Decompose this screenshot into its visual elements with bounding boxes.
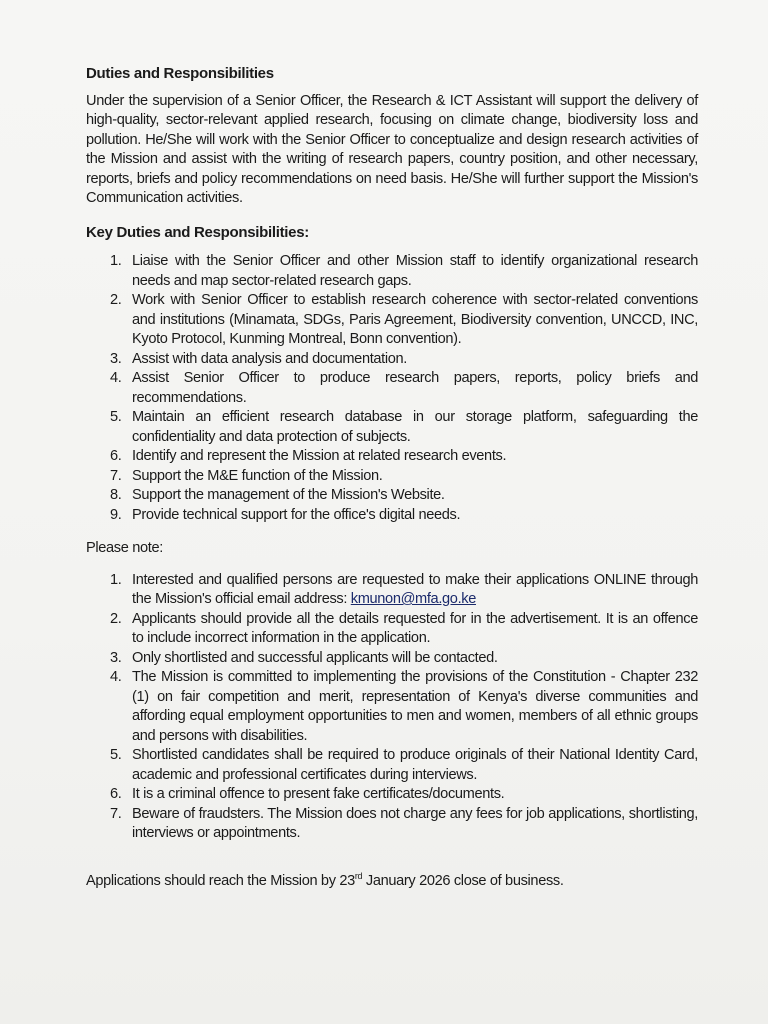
item-number: 6.	[110, 448, 122, 464]
item-number: 4.	[110, 370, 122, 386]
list-item	[110, 252, 698, 291]
list-item	[110, 486, 698, 506]
item-number: 7.	[110, 467, 122, 484]
list-item	[110, 350, 698, 370]
key-duties-list	[86, 252, 698, 525]
item-number: 3.	[110, 649, 122, 666]
item-number: 2.	[110, 610, 122, 627]
list-item	[110, 408, 698, 447]
item-text: Work with Senior Officer to establish research coherence with sector-related conventions and institutions (Minamata, SDGs, Paris Agreement, Biodiversity convention, UNCCD, INC, Kyoto Protocol, Kunming Montreal, Bonn convention).	[132, 292, 698, 347]
item-number: 3.	[110, 350, 122, 367]
item-number: 5.	[110, 747, 122, 763]
item-number: 2.	[110, 292, 122, 308]
list-item	[110, 610, 698, 649]
duties-intro: Under the supervision of a Senior Officer, the Research & ICT Assistant will support the delivery of high-quality, sector-relevant applied research, focusing on climate change, biodiversity loss and pollution. He/She will work with the Senior Officer to conceptualize and design research activities of the Mission and assist with the writing of research papers, country position, and other necessary, reports, briefs and policy recommendations on need basis. He/She will further support the Mission's Communication activities.	[86, 92, 698, 206]
item-text: Support the M&E function of the Mission.	[132, 467, 383, 484]
item-text: Beware of fraudsters. The Mission does not charge any fees for job applications, shortlisting, interviews or appointments.	[132, 805, 698, 841]
list-item	[110, 785, 698, 805]
item-text: Assist Senior Officer to produce research papers, reports, policy briefs and recommendations.	[132, 370, 698, 406]
item-number: 9.	[110, 506, 122, 523]
list-item	[110, 746, 698, 785]
item-number: 7.	[110, 805, 122, 822]
email-link[interactable]: kmunon@mfa.go.ke	[350, 591, 476, 607]
item-text: Assist with data analysis and documentation.	[132, 350, 408, 367]
item-text: Liaise with the Senior Officer and other Mission staff to identify organizational research needs and map sector-related research gaps.	[132, 253, 698, 289]
item-text: Support the management of the Mission's Website.	[132, 487, 445, 503]
list-item	[110, 805, 698, 844]
item-number: 4.	[110, 669, 122, 685]
list-item	[110, 649, 698, 669]
please-note-label: Please note:	[86, 540, 163, 556]
item-text: Only shortlisted and successful applicants will be contacted.	[132, 649, 498, 666]
item-text: Identify and represent the Mission at related research events.	[132, 448, 507, 464]
list-item	[110, 291, 698, 350]
item-number: 6.	[110, 786, 122, 802]
item-number: 1.	[110, 253, 122, 269]
deadline-rest: January 2026 close of business.	[362, 872, 564, 889]
item-number: 1.	[110, 571, 122, 588]
item-text: Maintain an efficient research database in our storage platform, safeguarding the confidentiality and data protection of subjects.	[132, 409, 698, 445]
key-duties-heading: Key Duties and Responsibilities:	[86, 223, 309, 241]
deadline-prefix: Applications should reach the Mission by 23	[86, 872, 355, 889]
item-number: 5.	[110, 409, 122, 425]
list-item	[110, 571, 698, 610]
duties-heading: Duties and Responsibilities	[86, 65, 274, 82]
item-text: Shortlisted candidates shall be required to produce originals of their National Identity Card, academic and professional certificates during interviews.	[132, 747, 698, 783]
notes-list	[86, 571, 698, 844]
application-deadline	[86, 872, 698, 892]
item-number: 8.	[110, 487, 122, 503]
item-text: Applicants should provide all the details requested for in the advertisement. It is an offence to include incorrect information in the application.	[132, 610, 698, 646]
item-text: Provide technical support for the office's digital needs.	[132, 506, 461, 523]
item-text: The Mission is committed to implementing the provisions of the Constitution - Chapter 232 (1) on fair competition and merit, representation of Kenya's diverse communities and affording equal employment opportunities to men and women, members of all ethnic groups and persons with disabilities.	[132, 669, 698, 744]
item-text: It is a criminal offence to present fake certificates/documents.	[132, 786, 505, 802]
document-content	[86, 64, 698, 891]
list-item	[110, 506, 698, 526]
list-item	[110, 467, 698, 487]
ordinal-suffix: rd	[354, 870, 363, 881]
list-item	[110, 668, 698, 746]
item-text: Interested and qualified persons are requested to make their applications ONLINE through the Mission's official email address:	[132, 571, 698, 607]
list-item	[110, 447, 698, 467]
list-item	[110, 369, 698, 408]
